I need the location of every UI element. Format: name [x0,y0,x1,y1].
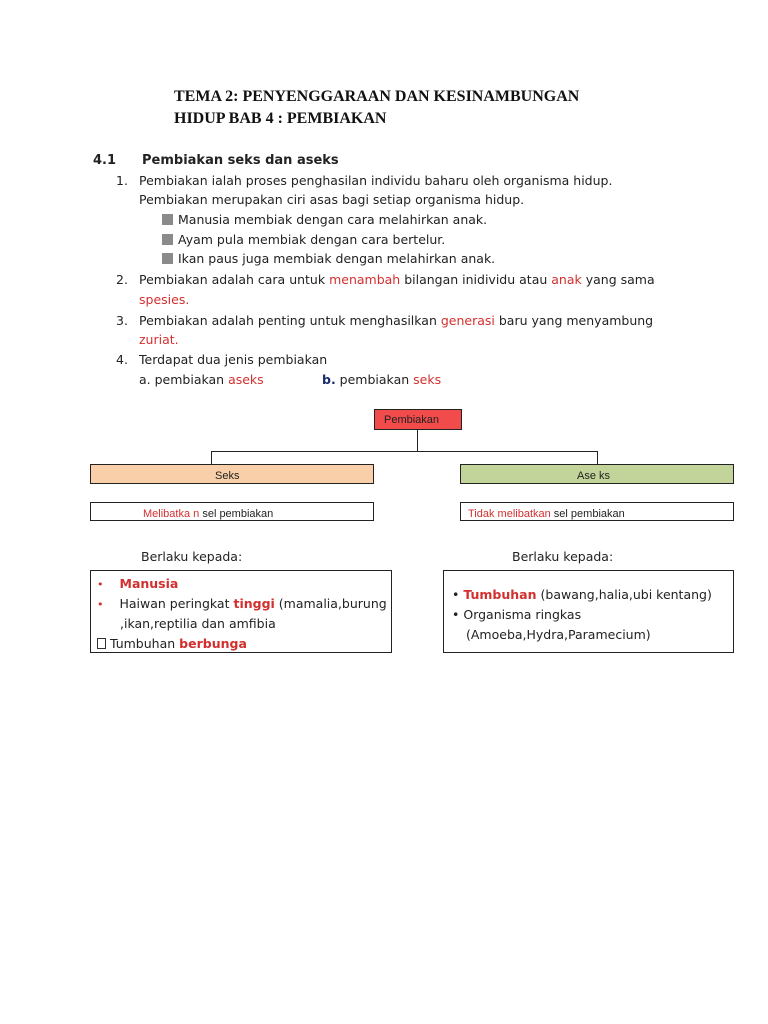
aseks-example-2 [452,607,581,622]
aseks-head-box [460,464,734,484]
connector-root-down [417,430,418,452]
aseks-head-label: Ase ks [577,470,611,482]
option-a-label: a. pembiakan [139,372,229,387]
aseks-example-1-text: (bawang,halia,ubi kentang) [536,587,712,602]
seks-desc-black: sel pembiakan [199,508,274,520]
diagram-root-box [374,409,462,430]
bullet-icon: • [452,587,460,602]
section-heading: Pembiakan seks dan aseks [142,153,339,168]
item-2-number: 2. [116,272,128,287]
item-2-line1 [139,272,655,287]
seks-example-2 [97,596,387,611]
item-4-line1: Terdapat dua jenis pembiakan [139,352,328,367]
item-2-keyword-spesies: spesies. [139,292,190,307]
item-1-sub3-text: Ikan paus juga membiak dengan melahirkan anak. [178,251,496,266]
option-b-label: pembiakan [335,372,414,387]
seks-example-2-keyword: tinggi [233,596,275,611]
bullet-icon: • [97,578,104,591]
seks-example-1 [97,576,178,591]
square-bullet-icon [162,253,173,264]
aseks-example-1 [452,587,712,602]
option-b-value: seks [413,372,442,387]
square-bullet-icon [162,214,173,225]
seks-applies-label: Berlaku kepada: [141,549,243,564]
aseks-example-2-text: Organisma ringkas [463,607,582,622]
item-1-line2: Pembiakan merupakan ciri asas bagi setiap organisma hidup. [139,192,525,207]
item-4-option-b [322,372,441,387]
seks-head-label: Seks [215,470,240,482]
item-1-sub3 [162,251,495,266]
aseks-examples-box [443,570,734,653]
square-bullet-icon [162,234,173,245]
item-2-text-c: bilangan inidividu atau [400,272,552,287]
aseks-desc-red: Tidak melibatkan [468,508,551,520]
aseks-applies-label: Berlaku kepada: [512,549,614,564]
item-2-keyword-anak: anak [551,272,582,287]
item-3-text-c: baru yang menyambung [494,313,654,328]
option-b-letter: b. [322,372,336,387]
item-4-option-a [139,372,264,387]
aseks-desc-black: sel pembiakan [550,508,625,520]
item-3-text-a: Pembiakan adalah penting untuk menghasilkan [139,313,441,328]
missing-glyph-icon [97,638,106,649]
seks-example-1-text: Manusia [119,576,179,591]
item-1-line1: Pembiakan ialah proses penghasilan individu baharu oleh organisma hidup. [139,173,613,188]
option-a-value: aseks [228,372,264,387]
seks-desc-red: Melibatka n [143,508,200,520]
aseks-example-1-keyword: Tumbuhan [463,587,537,602]
seks-head-box [90,464,374,484]
section-number: 4.1 [93,153,117,168]
connector-right-down [597,451,598,465]
item-2-text-e: yang sama [581,272,655,287]
seks-desc [143,508,273,520]
item-3-keyword-zuriat: zuriat. [139,332,179,347]
seks-example-3 [97,636,247,651]
item-1-sub1 [162,212,487,227]
seks-example-3-text-a: Tumbuhan [106,636,180,651]
seks-example-2-cont: ,ikan,reptilia dan amfibia [120,616,276,631]
item-2-text-a: Pembiakan adalah cara untuk [139,272,330,287]
aseks-desc-box [460,502,734,521]
connector-horizontal [211,451,598,452]
aseks-desc [468,508,625,520]
item-2-keyword-menambah: menambah [329,272,401,287]
diagram-root-label: Pembiakan [384,414,440,426]
page-title-line1: TEMA 2: PENYENGGARAAN DAN KESINAMBUNGAN [174,88,580,105]
item-1-sub2-text: Ayam pula membiak dengan cara bertelur. [178,232,446,247]
item-3-line1 [139,313,653,328]
seks-examples-box [90,570,392,653]
item-1-number: 1. [116,173,128,188]
bullet-icon: • [97,598,104,611]
item-1-sub2 [162,232,445,247]
item-3-number: 3. [116,313,128,328]
item-3-keyword-generasi: generasi [440,313,495,328]
seks-desc-box [90,502,374,521]
seks-example-3-keyword: berbunga [179,636,247,651]
item-4-number: 4. [116,352,128,367]
item-1-sub1-text: Manusia membiak dengan cara melahirkan anak. [178,212,488,227]
bullet-icon: • [452,607,460,622]
aseks-example-2-cont: (Amoeba,Hydra,Paramecium) [466,627,651,642]
page-title-line2: HIDUP BAB 4 : PEMBIAKAN [174,110,387,127]
connector-left-down [211,451,212,465]
seks-example-2-text-c: (mamalia,burung [274,596,387,611]
seks-example-2-text-a: Haiwan peringkat [119,596,234,611]
